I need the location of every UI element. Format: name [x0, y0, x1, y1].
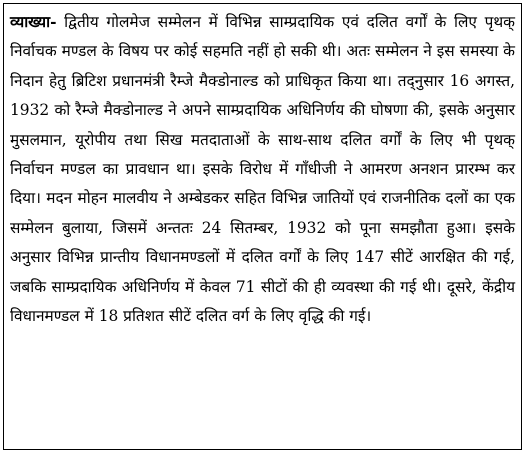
explanation-box [3, 3, 522, 450]
explanation-paragraph [10, 8, 515, 331]
explanation-body: द्वितीय गोलमेज सम्मेलन में विभिन्न साम्प्रदायिक एवं दलित वर्गों के लिए पृथक् निर्वाचक मण्डल के विषय पर कोई सहमति नहीं हो सकी थी। अतः सम्मेलन ने इस समस्या के निदान हेतु ब्रिटिश प्रधानमंत्री रैम्जे मैक्डोनाल्ड को प्राधिकृत किया था। तद्नुसार 16 अगस्त, 1932 को रैम्जे मैक्डोनाल्ड ने अपने साम्प्रदायिक अधिनिर्णय की घोषणा की, इसके अनुसार मुसलमान, यूरोपीय तथा सिख मतदाताओं के साथ-साथ दलित वर्गों के लिए भी पृथक् निर्वाचन मण्डल का प्रावधान था। इसके विरोध में गाँधीजी ने आमरण अनशन प्रारम्भ कर दिया। मदन मोहन मालवीय ने अम्बेडकर सहित विभिन्न जातियों एवं राजनीतिक दलों का एक सम्मेलन बुलाया, जिसमें अन्ततः 24 सितम्बर, 1932 को पूना समझौता हुआ। इसके अनुसार विभिन्न प्रान्तीय विधानमण्डलों में दलित वर्गों के लिए 147 सीटें आरक्षित की गई, जबकि साम्प्रदायिक अधिनिर्णय में केवल 71 सीटों की ही व्यवस्था की गई थी। दूसरे, केंद्रीय विधानमण्डल में 18 प्रतिशत सीटें दलित वर्ग के लिए वृद्धि की गई। [10, 13, 515, 326]
explanation-heading: व्याख्या- [10, 13, 57, 31]
